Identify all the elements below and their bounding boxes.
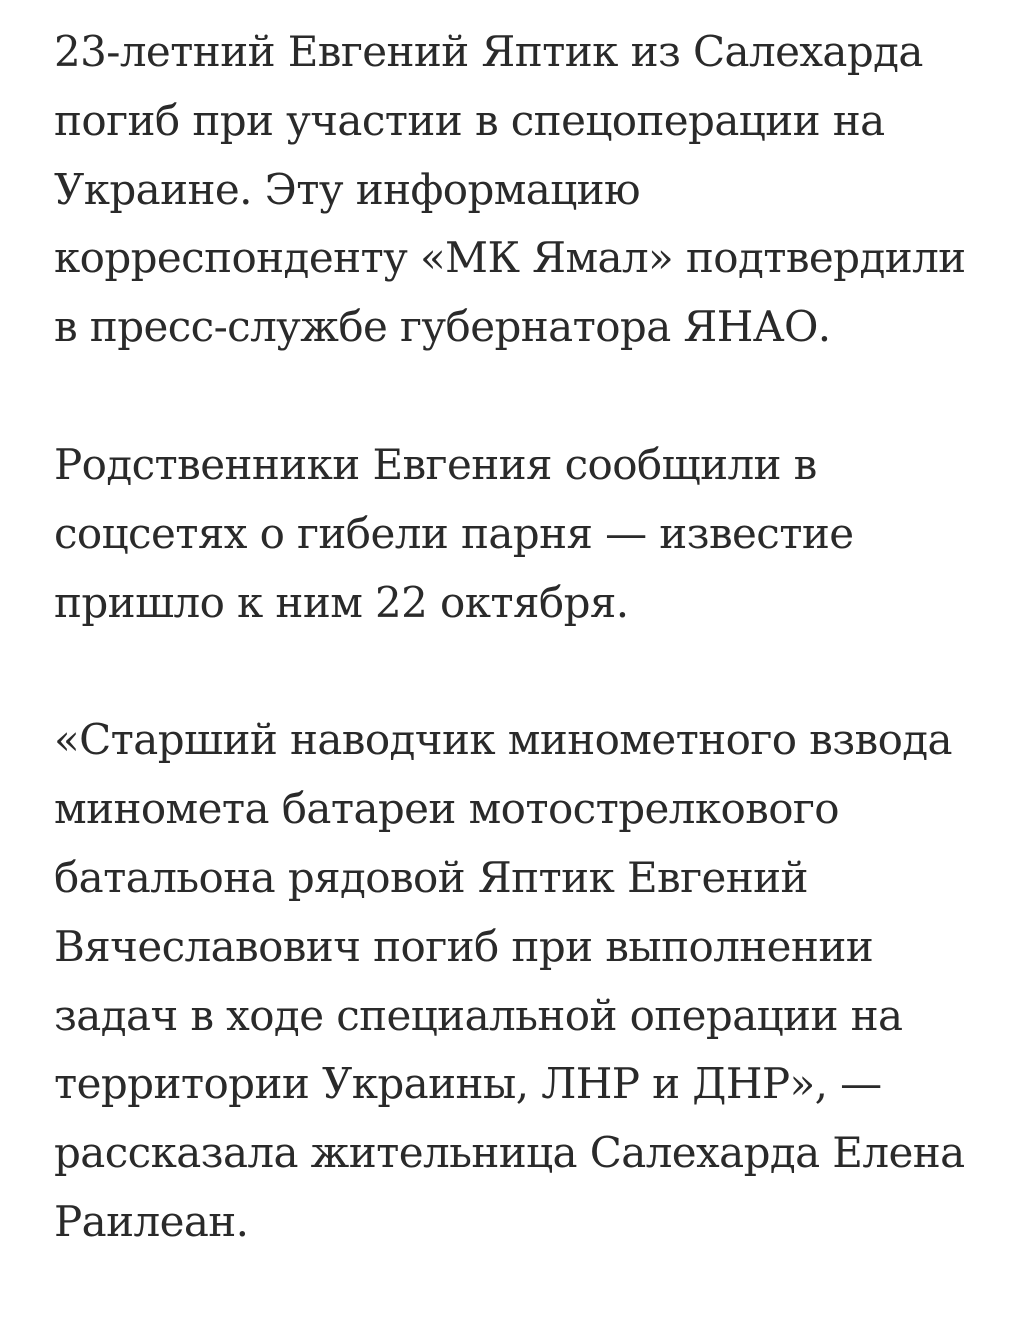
- text-line: «Старший наводчик минометного взвода: [54, 715, 952, 765]
- text-line: соцсетях о гибели парня — известие: [54, 508, 854, 558]
- text-line: миномета батареи мотострелкового: [54, 784, 839, 834]
- text-line: 23-летний Евгений Яптик из Салехарда: [54, 27, 923, 76]
- text-line: территории Украины, ЛНР и ДНР», —: [54, 1059, 882, 1109]
- text-line: корреспонденту «МК Ямал» подтвердили: [54, 233, 966, 283]
- paragraph-1: [54, 18, 984, 362]
- text-line: пришло к ним 22 октября.: [54, 577, 629, 627]
- text-line: Украине. Эту информацию: [54, 164, 641, 214]
- text-line: задач в ходе специальной операции на: [54, 990, 903, 1040]
- text-line: Вячеславович погиб при выполнении: [54, 921, 874, 971]
- text-line: Родственники Евгения сообщили в: [54, 439, 817, 489]
- text-line: Раилеан.: [54, 1196, 249, 1246]
- paragraph-2: [54, 431, 984, 637]
- article-body: [54, 18, 984, 1326]
- text-line: батальона рядовой Яптик Евгений: [54, 852, 808, 902]
- text-line: рассказала жительница Салехарда Елена: [54, 1128, 965, 1178]
- text-line: в пресс-службе губернатора ЯНАО.: [54, 302, 831, 352]
- text-line: погиб при участии в спецоперации на: [54, 95, 885, 145]
- paragraph-3-quote: [54, 706, 984, 1256]
